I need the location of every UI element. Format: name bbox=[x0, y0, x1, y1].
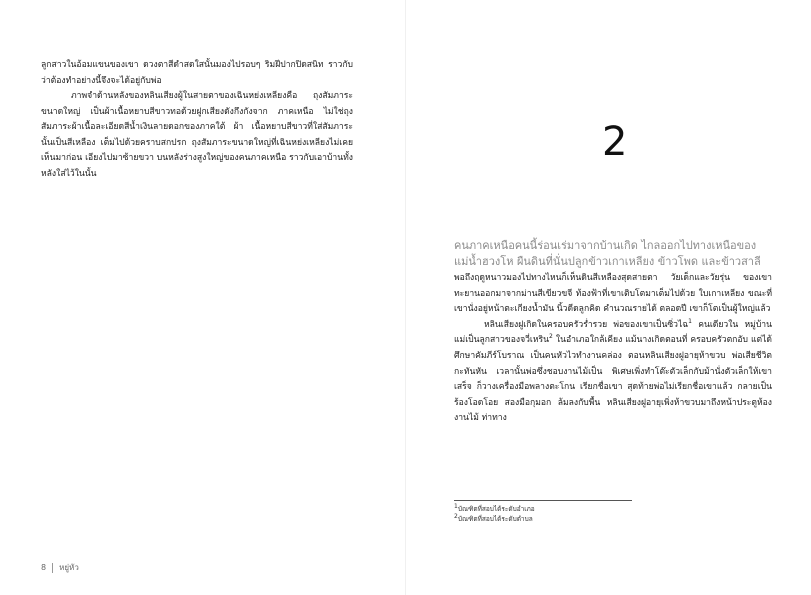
paragraph-2-part-2: คนเดียวใน หมู่บ้าน แม่เป็นลูกสาวของจวี่เหริน bbox=[454, 319, 772, 346]
right-paragraph-1: พอถึงฤดูหนาวมองไปทางไหนก็เห็นดินสีเหลืองสุดสายตา วัยเด็กและวัยรุ่น ของเขาทะยานออกมาจากม่านสีเขียวขจี ท้องฟ้าที่เขาเติบโตมาเต็มไปด้วย ใบเกาเหลียง ขณะที่เขานั่งอยู่หน้าตะเกียงน้ำมัน นิ้วดีดลูกคิด คำนวณรายได้ ตลอดปี เขาก็โตเป็นผู้ใหญ่แล้ว bbox=[454, 273, 772, 315]
footnote-1-mark: 1 bbox=[454, 502, 458, 510]
page-number: 8 bbox=[41, 563, 47, 572]
footnote-ref-2: 2 bbox=[549, 333, 553, 341]
chapter-number: 2 bbox=[602, 119, 628, 165]
folio-separator bbox=[52, 563, 53, 573]
footnote-ref-1: 1 bbox=[688, 317, 692, 325]
footnote-2-mark: 2 bbox=[454, 512, 458, 520]
footnote-1-text: บัณฑิตที่สอบได้ระดับอำเภอ bbox=[457, 505, 535, 513]
paragraph-2-part-3: ในอำเภอใกล้เคียง แม้นางเกิดตอนที่ ครอบครัวตกอับ แต่ได้ศึกษาคัมภีร์โบราณ เป็นคนหัวไวทำงานคล่อง ตอนหลินเสียงฝูอายุห้าขวบ พ่อเสียชีวิตกะทันหัน เวลานั้นพ่อซึ่งชอบงานไม้เป็น พิเศษเพิ่งทำโต๊ะตัวเล็กกับม้านั่งตัวเล็กให้เขาเสร็จ ก็วางเครื่องมือพลางตะโกน เรียกชื่อเขา สุดท้ายพ่อไม่เรียกชื่อเขาแล้ว กลายเป็นร้องโอดโอย สองมือกุมอก ล้มลงกับพื้น หลินเสียงฝูอายุเพิ่งห้าขวบมาถึงหน้าประตูห้องงานไม้ ท่าทาง bbox=[454, 335, 772, 424]
running-head: หยู่หัว bbox=[59, 563, 79, 572]
chapter-intro: คนภาคเหนือคนนี้ร่อนเร่มาจากบ้านเกิด ไกลออกไปทางเหนือของ แม่น้ำฮวงโห ผืนดินที่นั่นปลูกข้าวเกาเหลียง ข้าวโพด และข้าวสาลี bbox=[454, 239, 761, 268]
left-body-text bbox=[41, 58, 353, 182]
left-paragraph-2: ภาพจำด้านหลังของหลินเสียงผู้ในสายตาของเฉินหย่งเหลียงคือ ถุงสัมภาระขนาดใหญ่ เป็นผ้าเนื้อหยาบสีขาวทอด้วยฝูกเสียงดังกึงกังจาก ภาคเหนือ ไม่ใช่ถุงสัมภาระผ้าเนื้อละเอียดสีน้ำเงินลายดอกของภาคใต้ ผ้า เนื้อหยาบสีขาวที่ใส่สัมภาระนั้นเป็นสีเหลือง เต็มไปด้วยคราบสกปรก ถุงสัมภาระขนาดใหญ่ที่เฉินหย่งเหลียงไม่เคยเห็นมาก่อน เอียงไปมาซ้ายขวา บนหลังร่างสูงใหญ่ของคนภาคเหนือ ราวกับเอาบ้านทั้งหลังใส่ไว้ในนั้น bbox=[41, 91, 353, 179]
footnotes bbox=[454, 504, 754, 524]
left-paragraph-1: ลูกสาวในอ้อมแขนของเขา ดวงตาสีดำสดใสนั้นมองไปรอบๆ ริมฝีปากปิดสนิท ราวกับว่าต้องทำอย่างนี้จึงจะได้อยู่กับพ่อ bbox=[41, 60, 353, 86]
footnote-2 bbox=[454, 514, 754, 524]
footnote-2-text: บัณฑิตที่สอบได้ระดับตำบล bbox=[457, 515, 533, 523]
paragraph-2-part-1: หลินเสียงฝูเกิดในครอบครัวร่ำรวย พ่อของเขาเป็นซิ่วไฉ bbox=[484, 319, 689, 330]
footnote-divider bbox=[454, 500, 632, 501]
page-folio bbox=[41, 561, 79, 574]
right-paragraph-2 bbox=[454, 318, 772, 427]
footnote-1 bbox=[454, 504, 754, 514]
right-body-text bbox=[454, 271, 772, 427]
